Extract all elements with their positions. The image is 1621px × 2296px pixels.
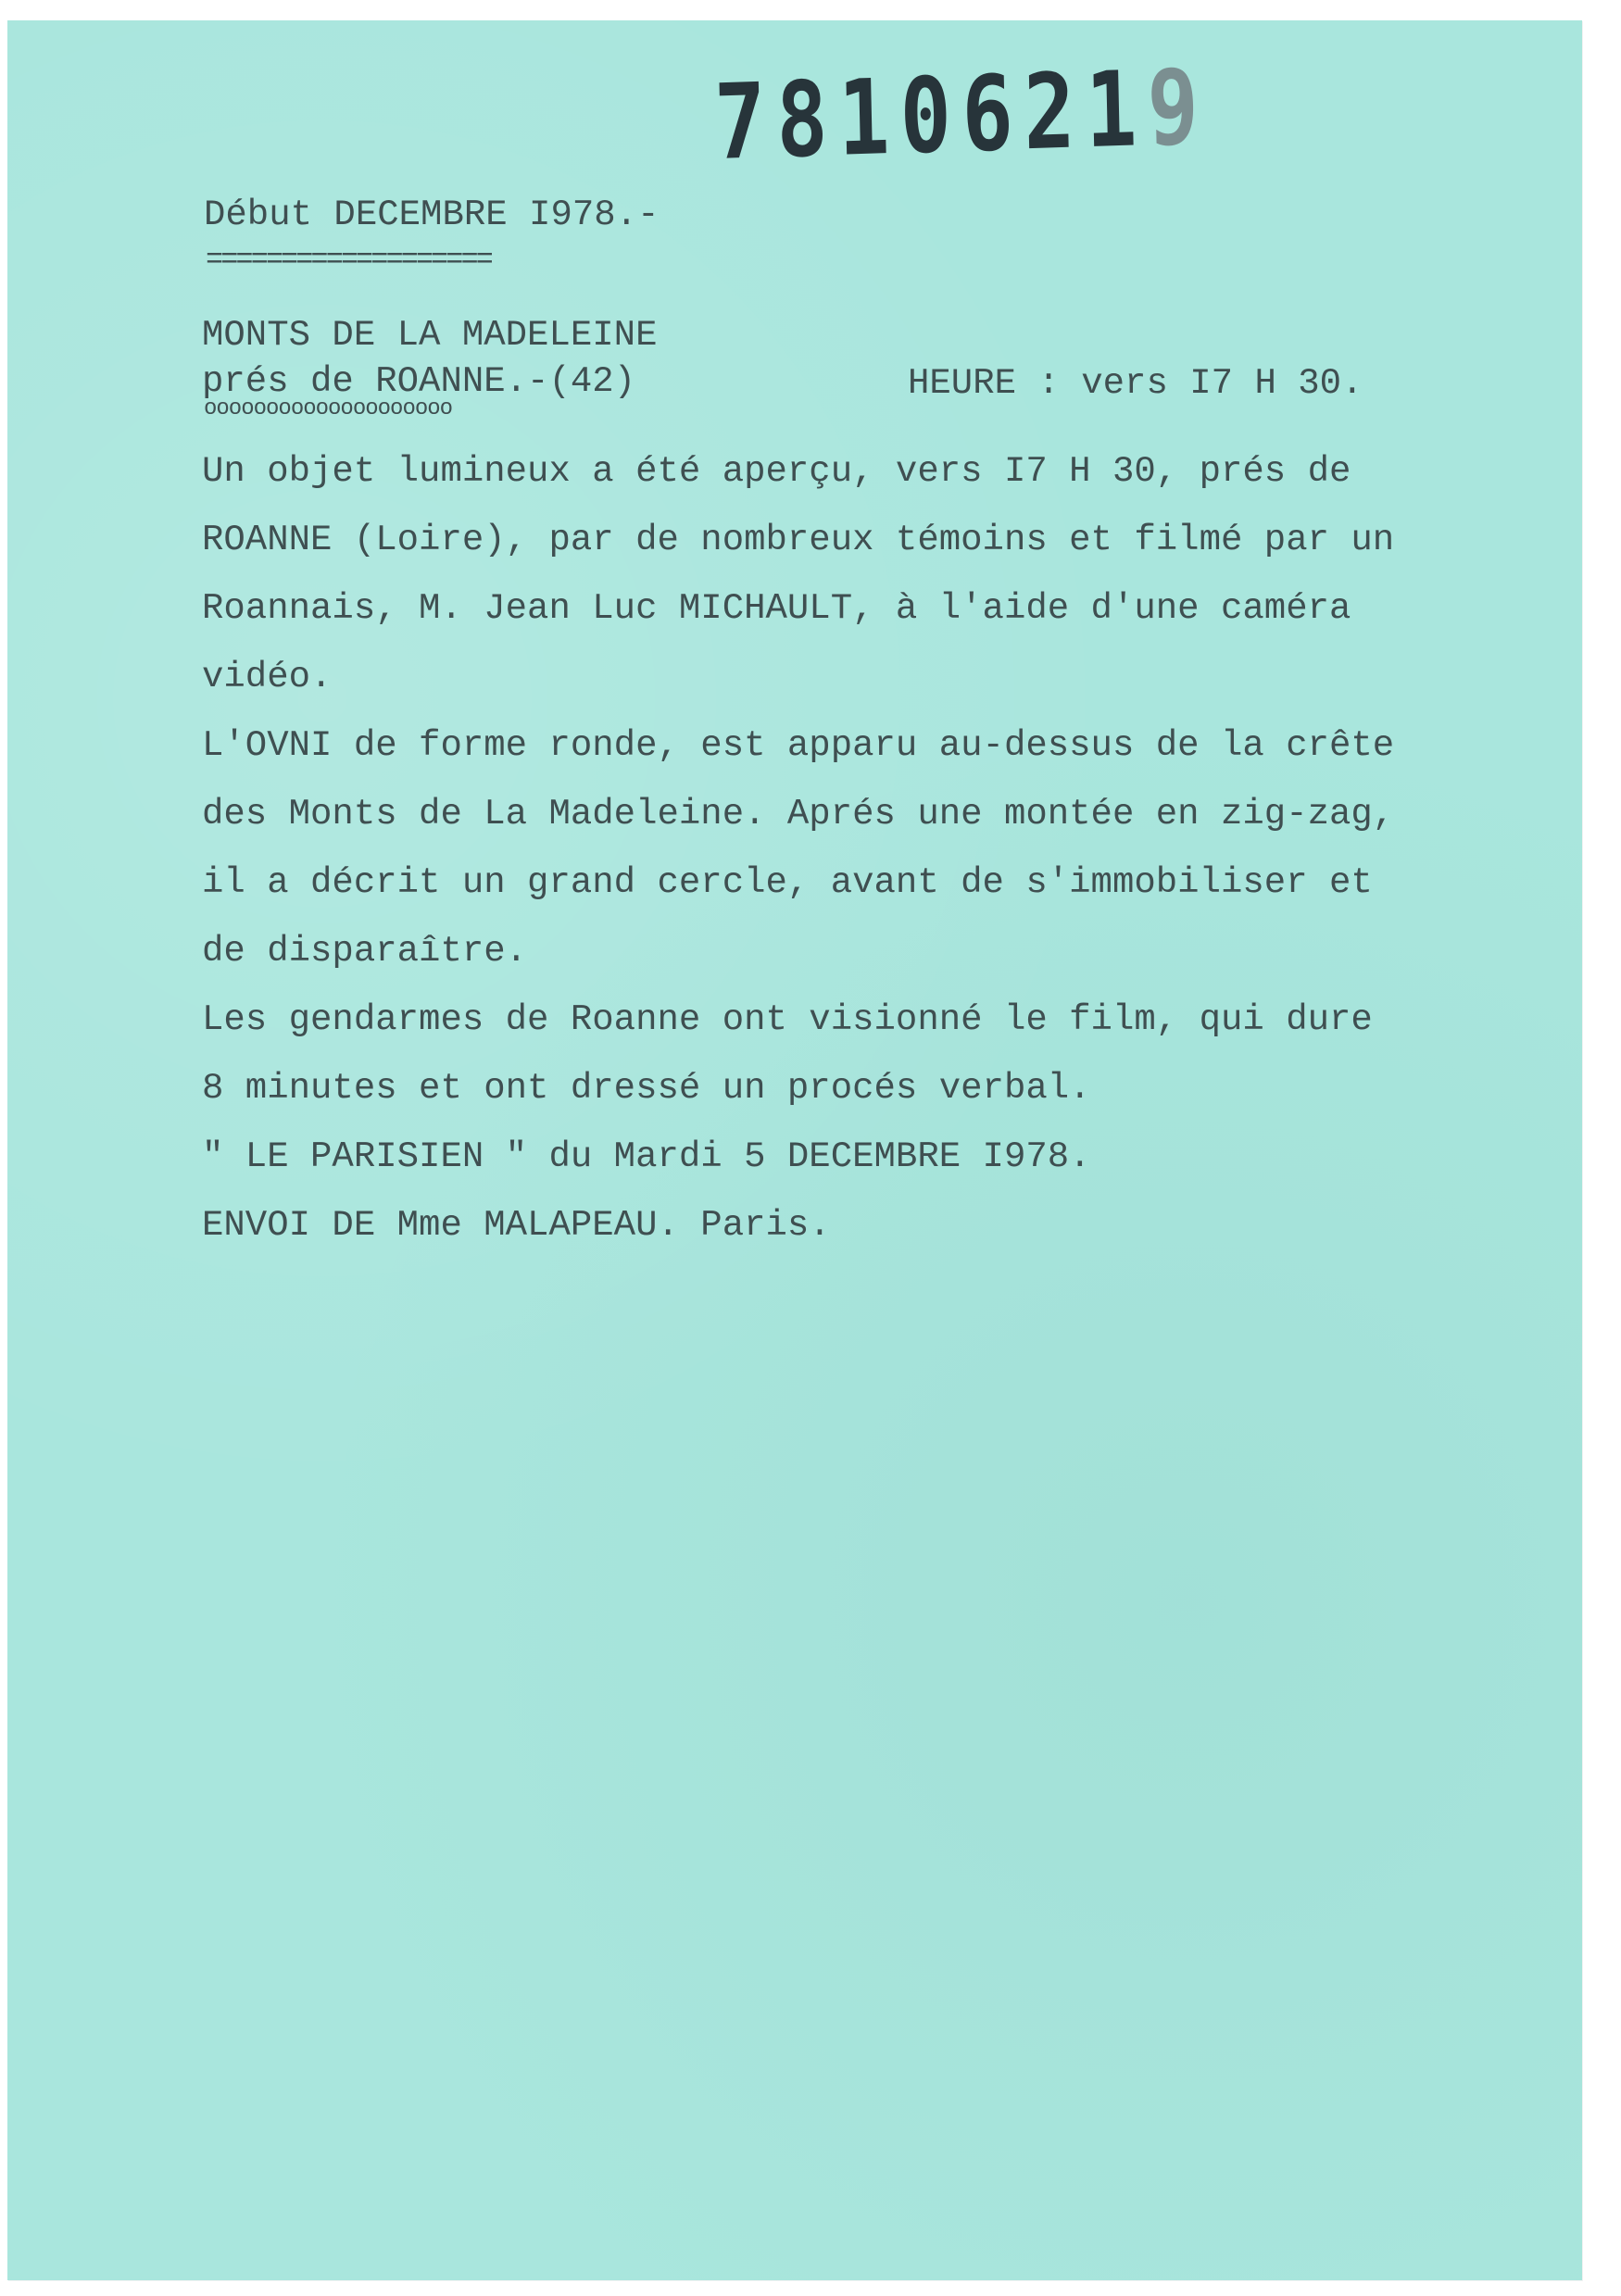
body-line: ROANNE (Loire), par de nombreux témoins et filmé par un (202, 520, 1395, 560)
body-line: de disparaître. (202, 931, 528, 972)
time-label: HEURE : vers I7 H 30. (908, 363, 1363, 404)
location-line-2: prés de ROANNE.-(42) (202, 361, 636, 402)
body-line: Roannais, M. Jean Luc MICHAULT, à l'aide d'une caméra (202, 588, 1351, 629)
body-line: Les gendarmes de Roanne ont visionné le film, qui dure (202, 999, 1373, 1040)
body-line: il a décrit un grand cercle, avant de s'immobiliser et (202, 862, 1373, 903)
reference-number-stamp (713, 47, 1211, 183)
source-citation: " LE PARISIEN " du Mardi 5 DECEMBRE I978. (202, 1136, 1091, 1177)
body-line: vidéo. (202, 657, 333, 697)
date-heading: Début DECEMBRE I978.- (204, 194, 660, 235)
stamp-digits: 7810621 (713, 49, 1150, 183)
body-line: des Monts de La Madeleine. Aprés une montée en zig-zag, (202, 794, 1395, 834)
stamp-last-digit: 9 (1146, 46, 1211, 170)
location-line-1: MONTS DE LA MADELEINE (202, 315, 658, 356)
body-line: Un objet lumineux a été aperçu, vers I7 H 30, prés de (202, 451, 1351, 492)
body-line: 8 minutes et ont dressé un procés verbal. (202, 1068, 1091, 1109)
sender-line: ENVOI DE Mme MALAPEAU. Paris. (202, 1205, 831, 1246)
date-heading-underline: =================== (206, 243, 491, 277)
body-line: L'OVNI de forme ronde, est apparu au-dessus de la crête (202, 725, 1395, 766)
location-underline: oooooooooooooooooooo (204, 396, 453, 421)
